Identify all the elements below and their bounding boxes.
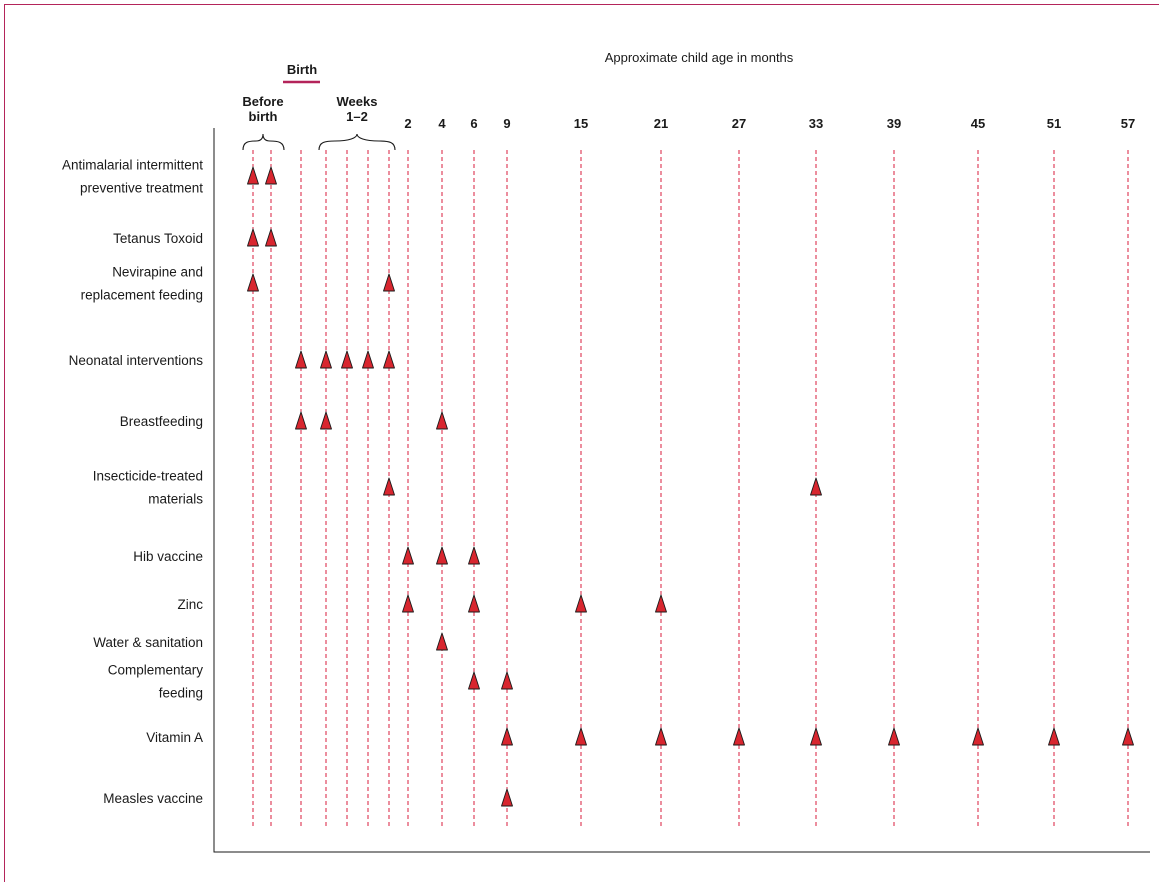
before-birth-label-line2: birth [248,109,278,124]
row-label-5-line-0: Insecticide-treated [92,468,203,484]
weeks-header [319,94,395,150]
row-label-8-line-0: Water & sanitation [93,635,203,650]
marker-row0-pre2 [266,167,277,184]
tick-label-m27: 27 [731,116,747,131]
marker-row8-m4 [437,633,448,650]
tick-label-m4: 4 [438,116,446,131]
row-label-5-line-1: materials [148,491,203,507]
marker-row3-w1 [321,351,332,368]
marker-row6-m4 [437,547,448,564]
marker-row7-m21 [656,595,667,612]
tick-label-m51: 51 [1046,116,1062,131]
weeks-label-line2: 1–2 [346,109,368,124]
marker-row7-m6 [469,595,480,612]
tick-label-m57: 57 [1120,116,1136,131]
marker-row3-w3 [363,351,374,368]
row-label-4-line-0: Breastfeeding [119,414,203,429]
row-label-9-line-1: feeding [158,685,203,701]
before-birth-header [242,94,284,150]
marker-row3-w2 [342,351,353,368]
before-birth-label-line1: Before [242,94,284,109]
marker-row2-pre1 [248,274,259,291]
tick-label-m33: 33 [808,116,824,131]
chart-axes [214,128,1150,852]
marker-row10-m45 [973,728,984,745]
tick-label-m45: 45 [970,116,986,131]
marker-row10-m27 [734,728,745,745]
marker-row9-m9 [502,672,513,689]
marker-row10-m39 [889,728,900,745]
birth-label: Birth [286,62,318,77]
marker-row6-m6 [469,547,480,564]
marker-row10-m21 [656,728,667,745]
weeks-brace [319,134,395,150]
row-label-0-line-1: preventive treatment [79,180,203,196]
marker-row7-m2 [403,595,414,612]
row-label-1-line-0: Tetanus Toxoid [113,231,203,246]
tick-label-m39: 39 [886,116,902,131]
marker-row4-m4 [437,412,448,429]
tick-label-m6: 6 [470,116,478,131]
marker-row0-pre1 [248,167,259,184]
marker-row10-m57 [1123,728,1134,745]
marker-row2-w4 [384,274,395,291]
tick-label-m9: 9 [503,116,511,131]
marker-row10-m33 [811,728,822,745]
marker-row7-m15 [576,595,587,612]
marker-row5-w4 [384,478,395,495]
marker-row3-w4 [384,351,395,368]
marker-row11-m9 [502,789,513,806]
row-label-0-line-0: Antimalarial intermittent [61,157,203,173]
row-label-2-line-1: replacement feeding [80,287,203,303]
marker-row1-pre2 [266,229,277,246]
marker-row4-w1 [321,412,332,429]
marker-row5-m33 [811,478,822,495]
row-label-3-line-0: Neonatal interventions [68,353,203,368]
row-label-7-line-0: Zinc [177,597,203,612]
marker-row10-m15 [576,728,587,745]
marker-row4-birth [296,412,307,429]
tick-label-m15: 15 [573,116,589,131]
row-label-11-line-0: Measles vaccine [103,791,203,806]
marker-row9-m6 [469,672,480,689]
month-tick-labels [404,116,1135,131]
marker-row10-m51 [1049,728,1060,745]
row-labels [62,158,203,807]
row-label-2-line-0: Nevirapine and [112,264,203,280]
birth-header [283,62,320,82]
row-label-9-line-0: Complementary [107,662,203,678]
row-label-10-line-0: Vitamin A [146,730,203,745]
chart-title: Approximate child age in months [604,50,794,65]
tick-label-m21: 21 [653,116,669,131]
markers [248,167,1134,806]
gridlines [253,150,1128,826]
row-label-6-line-0: Hib vaccine [133,549,203,564]
weeks-label-line1: Weeks [336,94,378,109]
marker-row1-pre1 [248,229,259,246]
tick-label-m2: 2 [404,116,412,131]
marker-row10-m9 [502,728,513,745]
before-birth-brace [243,134,284,150]
marker-row3-birth [296,351,307,368]
marker-row6-m2 [403,547,414,564]
